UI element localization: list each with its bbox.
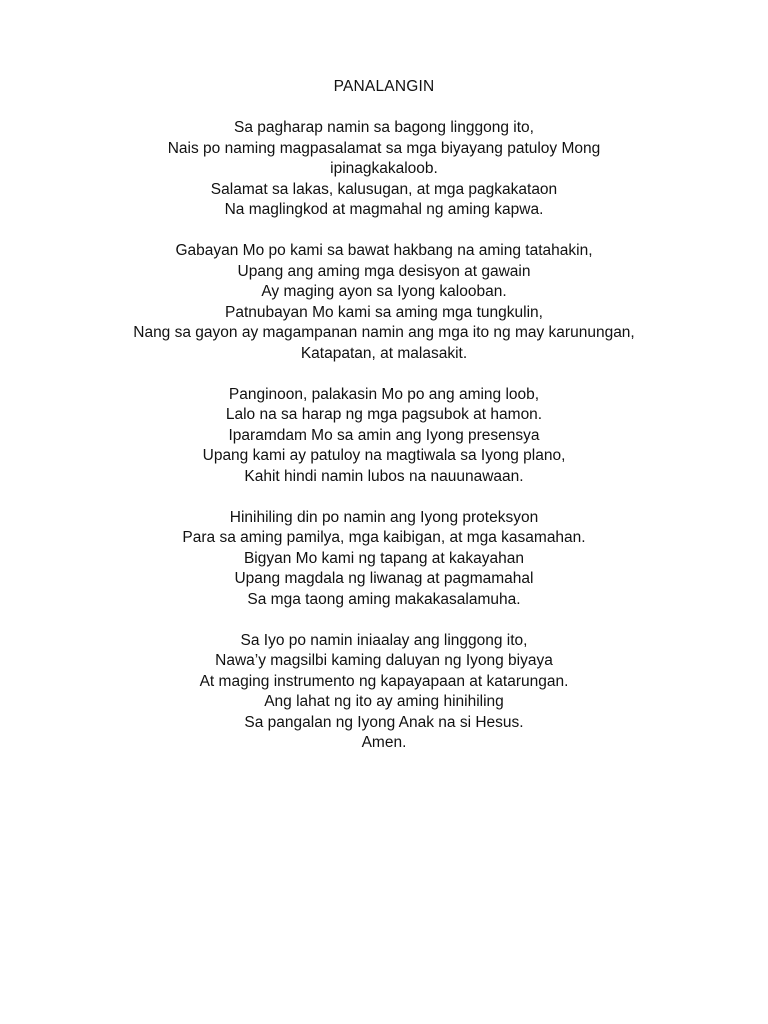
- stanza-line: Kahit hindi namin lubos na nauunawaan.: [244, 467, 524, 485]
- stanza-line: Sa mga taong aming makakasalamuha.: [247, 590, 521, 608]
- stanza-line: ipinagkakaloob.: [330, 160, 438, 177]
- stanza-line: Amen.: [361, 734, 407, 751]
- stanza-line: Nang sa gayon ay magampanan namin ang mga ito ng may karunungan,: [133, 324, 635, 341]
- stanza-line: Nawa’y magsilbi kaming daluyan ng Iyong biyaya: [215, 652, 553, 669]
- stanza-3: [0, 385, 768, 488]
- stanza-line: Panginoon, palakasin Mo po ang aming loob,: [228, 385, 540, 403]
- stanza-4: [0, 508, 768, 611]
- stanza-line: Hinihiling din po namin ang Iyong proteksyon: [229, 508, 539, 526]
- stanza-line: Upang magdala ng liwanag at pagmamahal: [234, 570, 534, 587]
- stanza-line: Para sa aming pamilya, mga kaibigan, at mga kasamahan.: [182, 529, 586, 546]
- stanza-line: Sa pagharap namin sa bagong linggong ito,: [234, 119, 534, 136]
- stanza-line: Sa pangalan ng Iyong Anak na si Hesus.: [244, 713, 524, 731]
- stanza-line: Upang kami ay patuloy na magtiwala sa Iyong plano,: [202, 447, 566, 464]
- stanza-line: Sa Iyo po namin iniaalay ang linggong ito,: [240, 631, 528, 649]
- stanza-line: Upang ang aming mga desisyon at gawain: [237, 262, 531, 280]
- stanza-line: Salamat sa lakas, kalusugan, at mga pagkakataon: [210, 180, 558, 198]
- stanza-line: Ay maging ayon sa Iyong kalooban.: [261, 283, 507, 300]
- stanza-line: At maging instrumento ng kapayapaan at katarungan.: [199, 672, 569, 690]
- stanza-line: Iparamdam Mo sa amin ang Iyong presensya: [228, 426, 540, 444]
- stanza-1: [0, 118, 768, 221]
- stanza-line: Gabayan Mo po kami sa bawat hakbang na aming tatahakin,: [175, 242, 593, 259]
- stanza-line: Bigyan Mo kami ng tapang at kakayahan: [243, 549, 525, 567]
- stanza-line: Lalo na sa harap ng mga pagsubok at hamon.: [225, 406, 543, 423]
- stanza-line: Patnubayan Mo kami sa aming mga tungkulin,: [225, 303, 543, 321]
- stanza-5: [0, 631, 768, 754]
- stanza-line: Ang lahat ng ito ay aming hinihiling: [264, 693, 504, 710]
- stanza-line: Nais po naming magpasalamat sa mga biyayang patuloy Mong: [167, 139, 601, 157]
- stanza-line: Na maglingkod at magmahal ng aming kapwa.: [224, 201, 544, 218]
- document-title: PANALANGIN: [333, 78, 435, 95]
- stanza-2: [0, 241, 768, 364]
- document-body: [0, 77, 768, 774]
- stanza-line: Katapatan, at malasakit.: [300, 344, 468, 362]
